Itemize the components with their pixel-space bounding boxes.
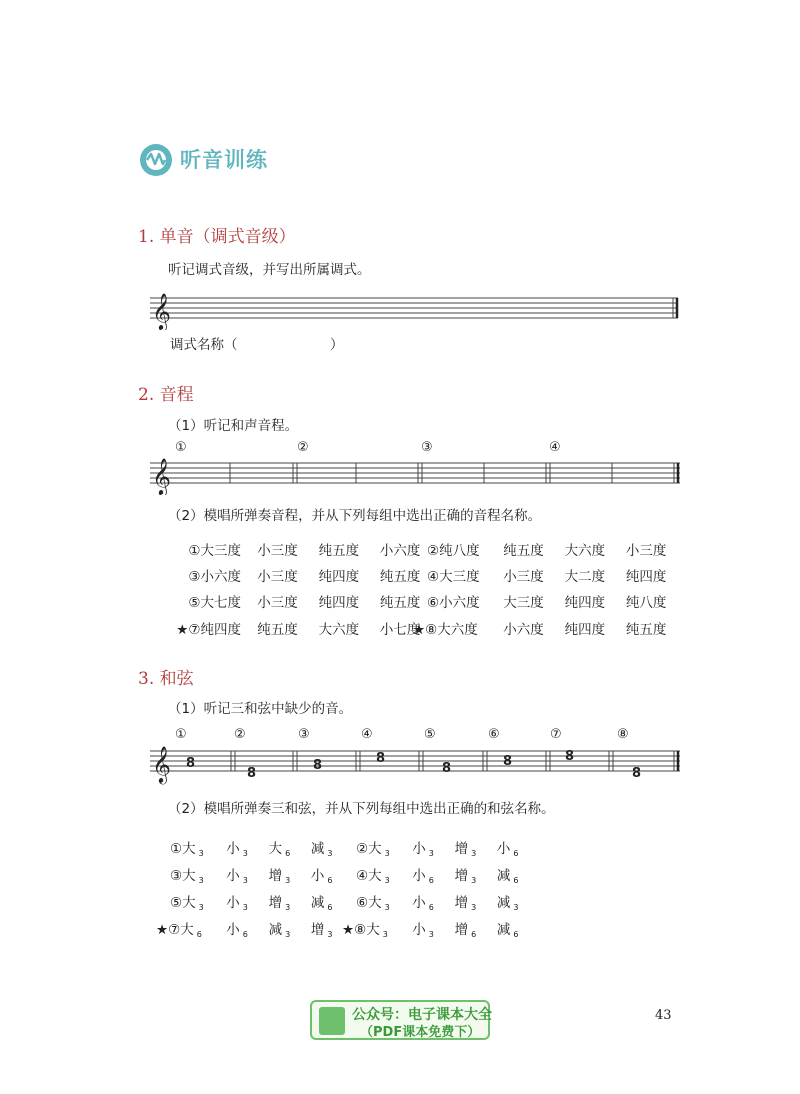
chord-note-7: 8 (565, 749, 575, 764)
option-item[interactable]: 大二度 (564, 569, 606, 585)
option-item[interactable]: 纯四度 (564, 595, 606, 611)
interval-mark-1: ① (175, 440, 187, 455)
chord-option-row (356, 864, 535, 885)
option-item[interactable]: 小三度 (625, 543, 667, 559)
option-item[interactable]: 减 $_6$ (496, 868, 519, 885)
chord-mark-7: ⑦ (550, 727, 562, 742)
chord-mark-8: ⑧ (617, 727, 629, 742)
treble-clef-icon: 𝄞 (152, 457, 171, 495)
chord-q2: （2）模唱所弹奏三和弦，并从下列每组中选出正确的和弦名称。 (168, 801, 555, 817)
chord-note-8: 8 (632, 766, 642, 781)
chord-option-row (356, 891, 535, 912)
option-item[interactable]: 纯四度 (625, 569, 667, 585)
interval-q1: （1）听记和声音程。 (168, 418, 299, 434)
option-item[interactable]: ④大 $_3$ (356, 868, 390, 885)
option-item[interactable]: 增 $_6$ (454, 922, 477, 939)
option-item[interactable]: 大六度 (564, 543, 606, 559)
option-item[interactable]: 小三度 (503, 569, 544, 585)
interval-mark-3: ③ (421, 440, 433, 455)
chord-note-4: 8 (376, 751, 386, 766)
chord-mark-6: ⑥ (488, 727, 500, 742)
page-title: 听音训练 (180, 148, 268, 172)
option-item[interactable]: ①大三度 (188, 543, 241, 559)
chord-note-5: 8 (442, 761, 452, 776)
book-icon (319, 1007, 345, 1035)
option-item[interactable]: ②纯八度 (427, 543, 480, 559)
option-item[interactable]: 纯五度 (379, 569, 421, 585)
section-1-title: 1. 单音（调式音级） (138, 227, 296, 247)
chord-option-row (170, 864, 349, 885)
option-item[interactable]: 纯五度 (625, 622, 667, 638)
option-item[interactable]: 增 $_3$ (310, 922, 333, 939)
listening-icon (138, 142, 174, 178)
option-item[interactable]: 大 $_6$ (268, 841, 291, 858)
option-item[interactable]: ④大三度 (427, 569, 480, 585)
interval-mark-4: ④ (549, 440, 561, 455)
chord-q1: （1）听记三和弦中缺少的音。 (168, 701, 353, 717)
option-item[interactable]: ②大 $_3$ (356, 841, 390, 858)
chord-note-6: 8 (503, 754, 513, 769)
chord-mark-5: ⑤ (424, 727, 436, 742)
option-item[interactable]: 小 $_6$ (226, 922, 248, 939)
interval-option-row (158, 618, 437, 638)
option-item[interactable]: 小六度 (379, 543, 421, 559)
watermark-banner[interactable] (310, 1000, 490, 1040)
option-item[interactable]: 小三度 (257, 595, 298, 611)
option-item[interactable]: 小三度 (257, 543, 298, 559)
chord-note-2: 8 (247, 766, 257, 781)
option-item[interactable]: 减 $_3$ (496, 895, 519, 912)
chord-mark-3: ③ (298, 727, 310, 742)
option-item[interactable]: 小 $_6$ (496, 841, 519, 858)
banner-line-2: （PDF课本免费下） (360, 1025, 481, 1040)
option-item[interactable]: ⑥大 $_3$ (356, 895, 390, 912)
option-item[interactable]: 小 $_3$ (226, 868, 248, 885)
interval-option-row (427, 539, 683, 559)
option-item[interactable]: 小 $_3$ (412, 841, 434, 858)
option-item[interactable]: 小 $_6$ (412, 868, 434, 885)
section-1-instruction: 听记调式音级，并写出所属调式。 (168, 262, 371, 278)
mode-name-close: ） (330, 337, 344, 353)
option-item[interactable]: 增 $_3$ (268, 895, 291, 912)
option-item[interactable]: 小七度 (379, 622, 421, 638)
option-item[interactable]: 小三度 (257, 569, 298, 585)
option-item[interactable]: 纯五度 (257, 622, 298, 638)
chord-option-row (170, 837, 349, 858)
option-item[interactable]: 大三度 (503, 595, 544, 611)
option-item[interactable]: 小 $_6$ (412, 895, 434, 912)
treble-clef-icon: 𝄞 (152, 292, 171, 330)
option-item[interactable]: 小 $_3$ (226, 895, 248, 912)
mode-name-answer[interactable] (240, 349, 330, 350)
section-3-title: 3. 和弦 (138, 669, 194, 689)
option-item[interactable]: ★⑦大 $_6$ (156, 922, 202, 939)
interval-option-row (158, 591, 437, 611)
option-item[interactable]: 减 $_3$ (310, 841, 333, 858)
option-item[interactable]: ①大 $_3$ (170, 841, 204, 858)
interval-mark-2: ② (297, 440, 309, 455)
interval-option-row (413, 618, 683, 638)
staff-3 (150, 743, 685, 787)
chord-option-row (170, 891, 349, 912)
option-item[interactable]: ⑤大 $_3$ (170, 895, 204, 912)
interval-option-row (427, 591, 683, 611)
option-item[interactable]: ③大 $_3$ (170, 868, 204, 885)
option-item[interactable]: 纯四度 (318, 595, 360, 611)
option-item[interactable]: ★⑧大六度 (413, 622, 478, 638)
page-number: 43 (655, 1008, 672, 1023)
option-item[interactable]: 增 $_3$ (454, 895, 477, 912)
option-item[interactable]: 小 $_6$ (310, 868, 333, 885)
option-item[interactable]: 小 $_3$ (226, 841, 248, 858)
option-item[interactable]: 纯四度 (564, 622, 606, 638)
option-item[interactable]: ③小六度 (188, 569, 241, 585)
option-item[interactable]: ★⑦纯四度 (176, 622, 241, 638)
option-item[interactable]: 增 $_3$ (268, 868, 291, 885)
option-item[interactable]: 纯四度 (318, 569, 360, 585)
option-item[interactable]: ⑥小六度 (427, 595, 480, 611)
option-item[interactable]: 增 $_3$ (454, 868, 477, 885)
mode-name-label: 调式名称（ (170, 337, 238, 353)
option-item[interactable]: ★⑧大 $_3$ (342, 922, 388, 939)
staff-1 (150, 290, 685, 330)
interval-option-row (158, 539, 437, 559)
chord-note-1: 8 (186, 756, 196, 771)
option-item[interactable]: 减 $_6$ (310, 895, 333, 912)
chord-option-row (356, 837, 535, 858)
interval-q2: （2）模唱所弹奏音程，并从下列每组中选出正确的音程名称。 (168, 508, 542, 524)
option-item[interactable]: 小六度 (503, 622, 544, 638)
option-item[interactable]: 纯八度 (625, 595, 667, 611)
option-item[interactable]: 纯五度 (318, 543, 360, 559)
option-item[interactable]: 减 $_6$ (496, 922, 519, 939)
staff-2 (150, 455, 685, 495)
section-2-title: 2. 音程 (138, 385, 194, 405)
chord-option-row (342, 918, 535, 939)
option-item[interactable]: 小 $_3$ (412, 922, 434, 939)
interval-option-row (158, 565, 437, 585)
chord-mark-1: ① (175, 727, 187, 742)
banner-line-1: 公众号：电子课本大全 (352, 1007, 492, 1023)
treble-clef-icon: 𝄞 (152, 745, 171, 783)
option-item[interactable]: ⑤大七度 (188, 595, 241, 611)
option-item[interactable]: 大六度 (318, 622, 360, 638)
interval-option-row (427, 565, 683, 585)
option-item[interactable]: 纯五度 (379, 595, 421, 611)
chord-mark-2: ② (234, 727, 246, 742)
option-item[interactable]: 增 $_3$ (454, 841, 477, 858)
option-item[interactable]: 减 $_3$ (268, 922, 291, 939)
chord-note-3: 8 (313, 758, 323, 773)
option-item[interactable]: 纯五度 (503, 543, 544, 559)
chord-mark-4: ④ (361, 727, 373, 742)
chord-option-row (156, 918, 349, 939)
